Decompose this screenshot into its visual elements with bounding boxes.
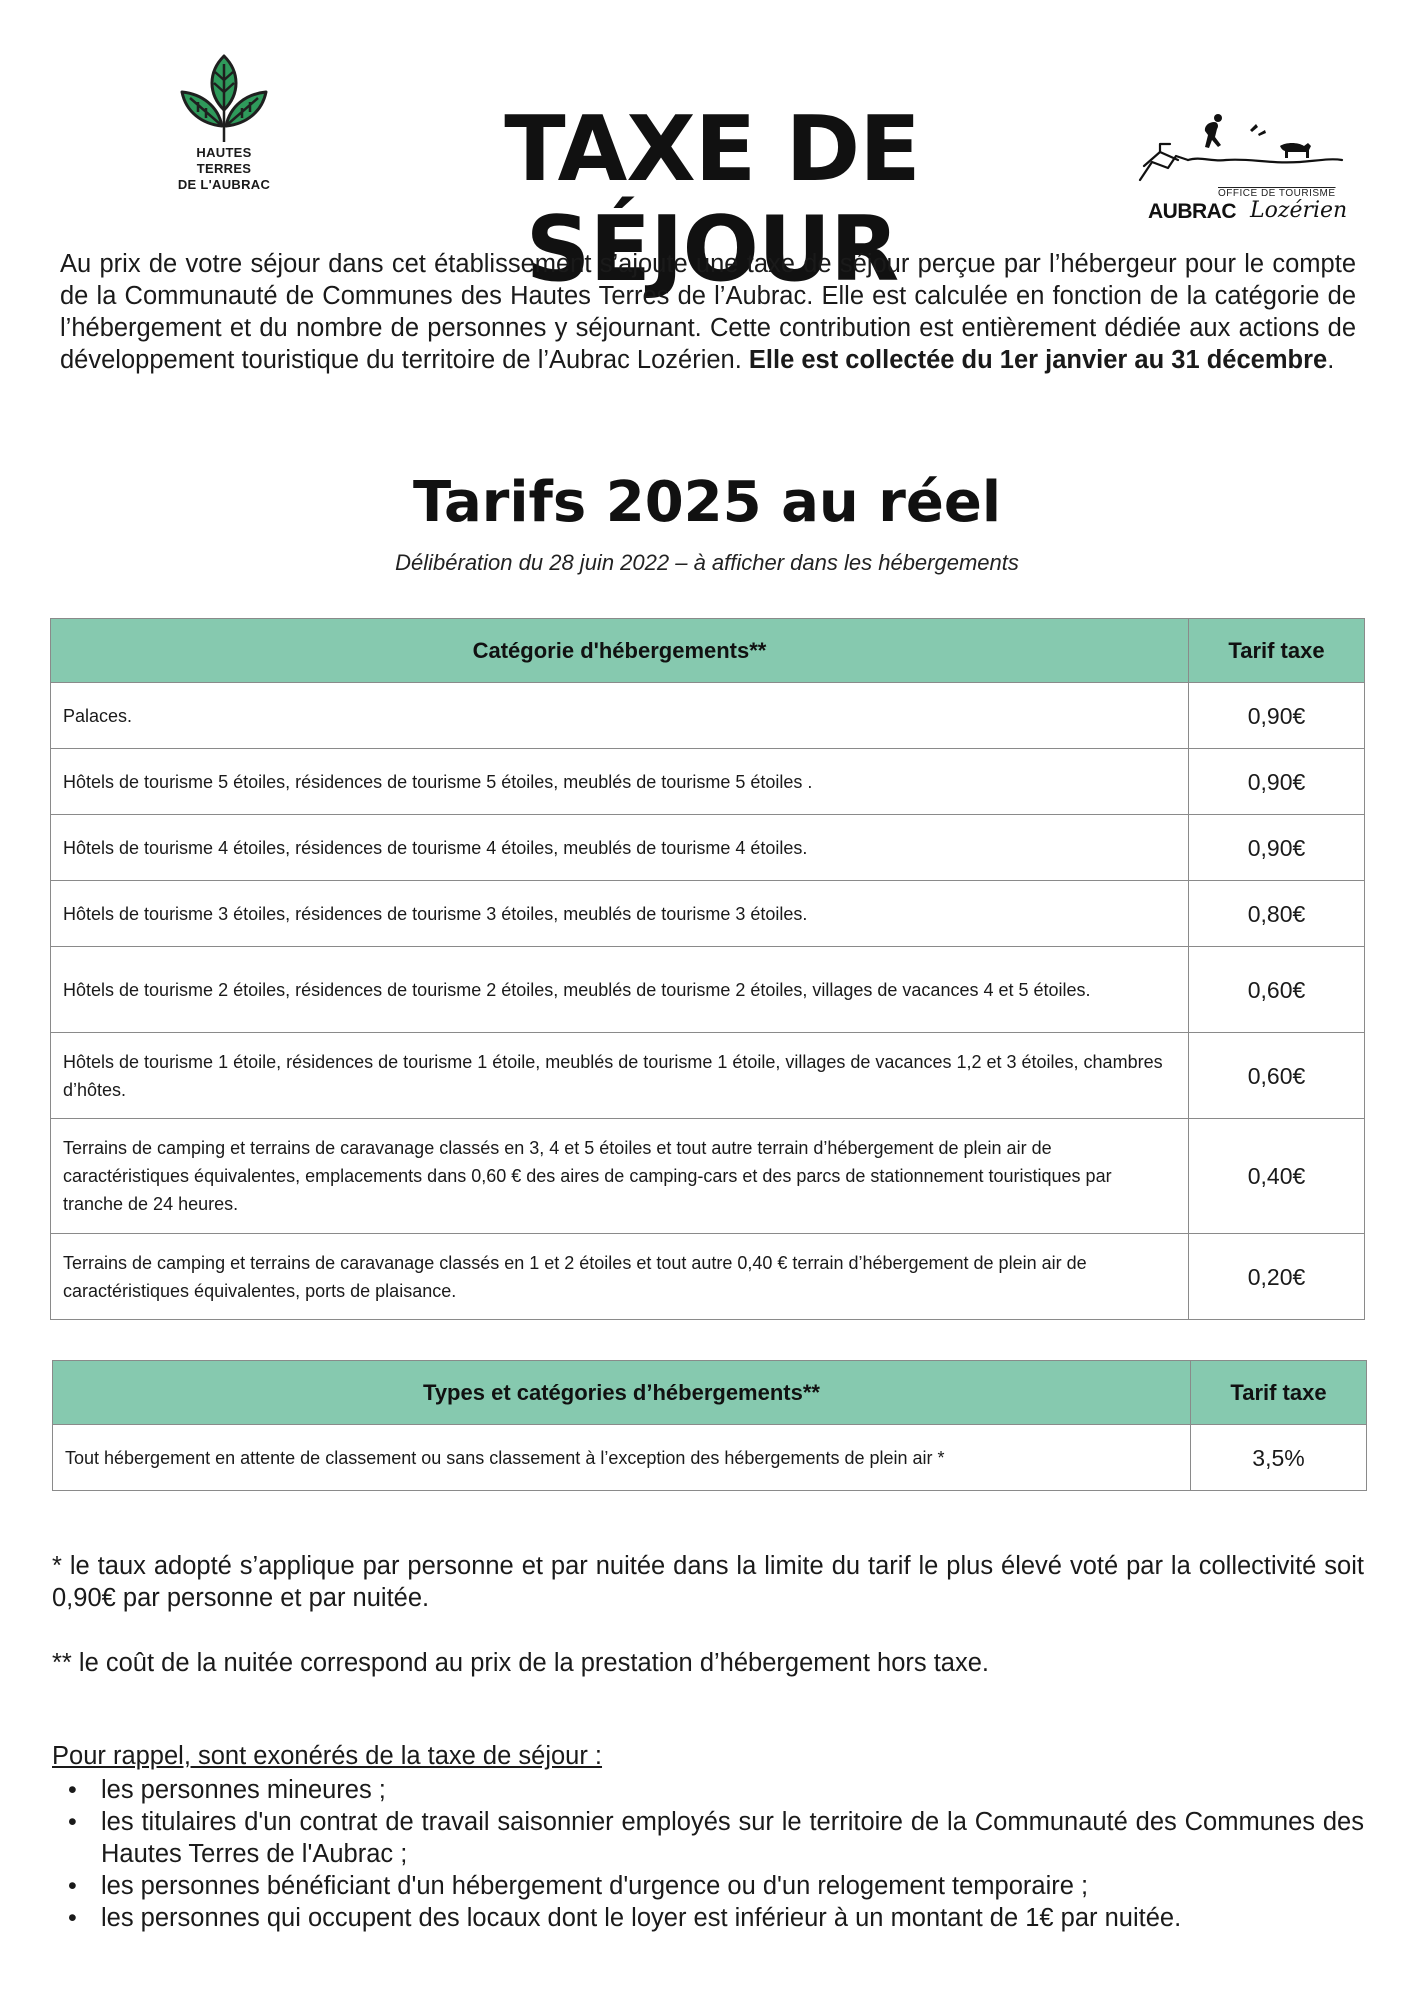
price-cell: 0,20€ — [1189, 1234, 1365, 1320]
table-row — [51, 683, 1365, 749]
bullet-icon: • — [68, 1808, 77, 1836]
table-row — [51, 1119, 1365, 1234]
logo-right-office: OFFICE DE TOURISME — [1218, 188, 1336, 199]
list-item-text: les titulaires d'un contrat de travail saisonnier employés sur le territoire de la Communauté des Communes des Hautes Terres de l'Aubrac ; — [101, 1808, 1364, 1868]
list-item-text: les personnes bénéficiant d'un hébergement d'urgence ou d'un relogement temporaire ; — [101, 1872, 1089, 1900]
list-item — [52, 1870, 1364, 1902]
price-cell: 0,40€ — [1189, 1119, 1365, 1234]
price-cell: 0,90€ — [1189, 815, 1365, 881]
price-cell: 0,90€ — [1189, 749, 1365, 815]
category-cell: Tout hébergement en attente de classement ou sans classement à l’exception des hébergements de plein air * — [53, 1425, 1191, 1491]
price-cell: 0,60€ — [1189, 1033, 1365, 1119]
bullet-icon: • — [68, 1872, 77, 1900]
logo-right-brand-lozerien: Lozérien — [1250, 198, 1348, 223]
logo-left-line1: HAUTES TERRES — [196, 145, 252, 176]
header-category: Catégorie d'hébergements** — [51, 619, 1189, 683]
table-header-row — [53, 1361, 1367, 1425]
rates-table-unclassified — [52, 1360, 1367, 1491]
price-cell: 0,60€ — [1189, 947, 1365, 1033]
table-row — [51, 881, 1365, 947]
category-cell: Palaces. — [51, 683, 1189, 749]
price-cell: 3,5% — [1191, 1425, 1367, 1491]
intro-bold: Elle est collectée du 1er janvier au 31 décembre — [748, 346, 1328, 374]
price-cell: 0,90€ — [1189, 683, 1365, 749]
aubrac-lozerien-logo — [1130, 100, 1350, 223]
leaves-icon — [168, 50, 280, 145]
footnote-2: ** le coût de la nuitée correspond au prix de la prestation d’hébergement hors taxe. — [52, 1649, 990, 1677]
table-row — [51, 1234, 1365, 1320]
table-header-row — [51, 619, 1365, 683]
category-cell: Terrains de camping et terrains de caravanage classés en 3, 4 et 5 étoiles et tout autre terrain d’hébergement de plein air de caractéristiques équivalentes, emplacements dans 0,60 € des aires de camping-cars et des parcs de stationnement touristiques par tranche de 24 heures. — [51, 1119, 1189, 1234]
logo-left-line2: DE L'AUBRAC — [177, 177, 271, 192]
intro-paragraph — [60, 248, 1356, 376]
logo-right-brand-aubrac: AUBRAC — [1148, 200, 1236, 223]
intro-text: Au prix de votre séjour dans cet établissement s’ajoute une taxe de séjour perçue par l’hébergeur pour le compte de la Communauté de Communes des Hautes Terres de l’Aubrac. Elle est calculée en fonction de la catégorie de l’hébergement et du nombre de personnes y séjournant. Cette contribution est entièrement dédiée aux actions de développement touristique du territoire de l’Aubrac Lozérien. — [60, 250, 1356, 374]
category-cell: Hôtels de tourisme 2 étoiles, résidences de tourisme 2 étoiles, meublés de tourisme 2 étoiles, villages de vacances 4 et 5 étoiles. — [51, 947, 1189, 1033]
table-row — [51, 1033, 1365, 1119]
category-cell: Hôtels de tourisme 5 étoiles, résidences de tourisme 5 étoiles, meublés de tourisme 5 étoiles . — [51, 749, 1189, 815]
footnote-1: * le taux adopté s’applique par personne et par nuitée dans la limite du tarif le plus élevé voté par la collectivité soit 0,90€ par personne et par nuitée. — [52, 1552, 1364, 1612]
header-price: Tarif taxe — [1191, 1361, 1367, 1425]
category-cell: Hôtels de tourisme 1 étoile, résidences de tourisme 1 étoile, meublés de tourisme 1 étoile, villages de vacances 1,2 et 3 étoiles, chambres d’hôtes. — [51, 1033, 1189, 1119]
intro-end: . — [1327, 346, 1335, 374]
price-cell: 0,80€ — [1189, 881, 1365, 947]
list-item — [52, 1902, 1364, 1934]
landscape-icon — [1130, 100, 1350, 190]
bullet-icon: • — [68, 1776, 77, 1804]
category-cell: Hôtels de tourisme 4 étoiles, résidences de tourisme 4 étoiles, meublés de tourisme 4 étoiles. — [51, 815, 1189, 881]
exonerations-title: Pour rappel, sont exonérés de la taxe de séjour : — [52, 1742, 603, 1770]
list-item-text: les personnes qui occupent des locaux dont le loyer est inférieur à un montant de 1€ par nuitée. — [101, 1904, 1182, 1932]
rates-table-classified — [50, 618, 1365, 1320]
list-item — [52, 1806, 1364, 1870]
category-cell: Hôtels de tourisme 3 étoiles, résidences de tourisme 3 étoiles, meublés de tourisme 3 étoiles. — [51, 881, 1189, 947]
list-item — [52, 1774, 1364, 1806]
tarifs-subtitle: Délibération du 28 juin 2022 – à afficher dans les hébergements — [395, 550, 1019, 575]
table-row — [51, 815, 1365, 881]
page-title: TAXE DE SÉJOUR — [504, 97, 920, 302]
header-category: Types et catégories d’hébergements** — [53, 1361, 1191, 1425]
table-row — [53, 1425, 1367, 1491]
category-cell: Terrains de camping et terrains de caravanage classés en 1 et 2 étoiles et tout autre 0,40 € terrain d’hébergement de plein air de caractéristiques équivalentes, ports de plaisance. — [51, 1234, 1189, 1320]
header-price: Tarif taxe — [1189, 619, 1365, 683]
tarifs-title: Tarifs 2025 au réel — [412, 470, 1002, 535]
bullet-icon: • — [68, 1904, 77, 1932]
list-item-text: les personnes mineures ; — [101, 1776, 386, 1804]
exonerations-list — [52, 1774, 1364, 1934]
table-row — [51, 947, 1365, 1033]
table-row — [51, 749, 1365, 815]
header — [0, 50, 1414, 302]
hautes-terres-logo — [168, 50, 280, 195]
